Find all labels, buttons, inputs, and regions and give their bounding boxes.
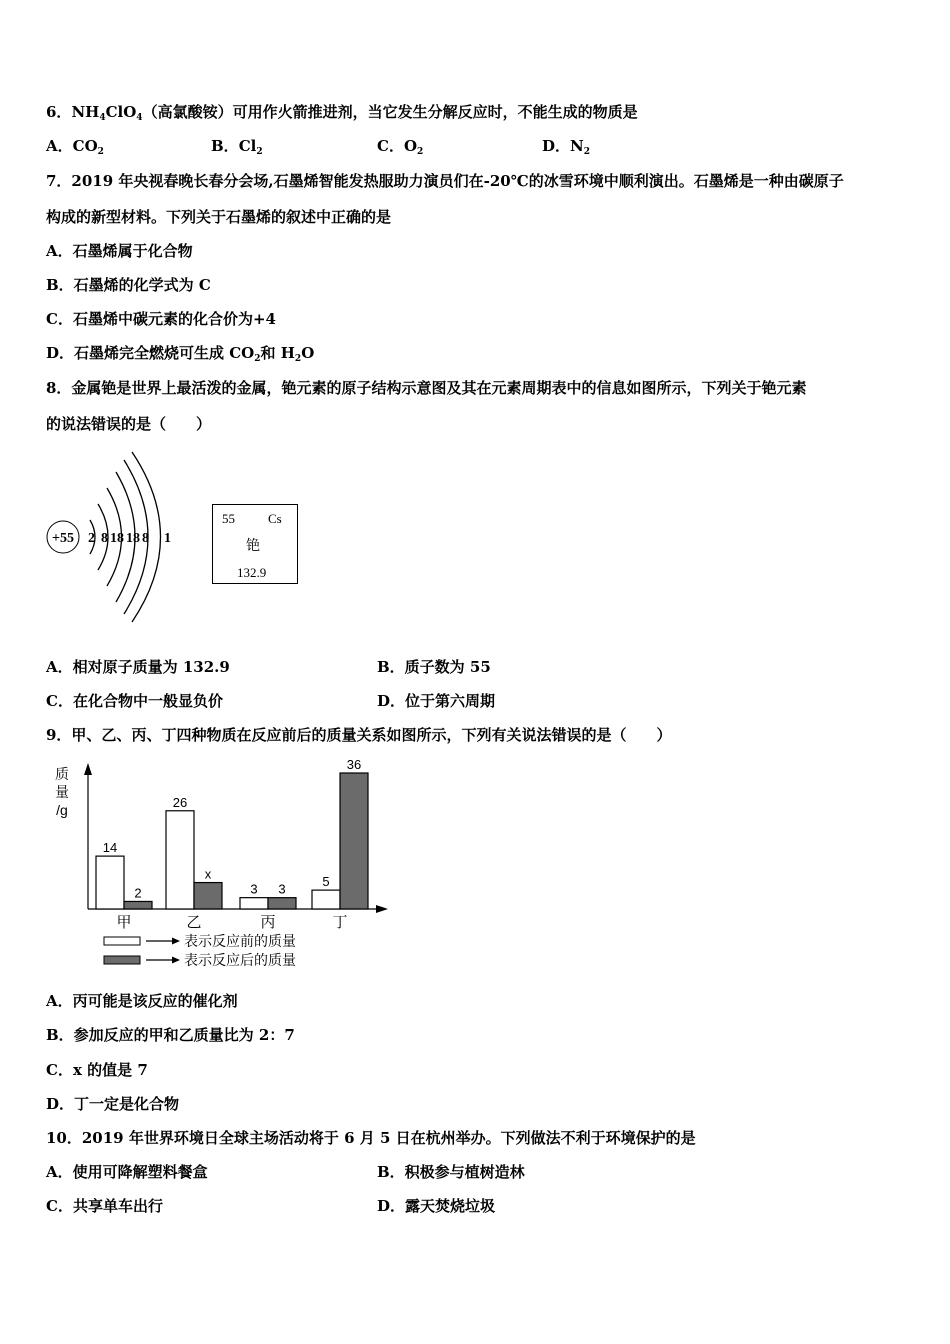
category-label: 丁 xyxy=(332,914,348,931)
legend-swatch-before xyxy=(104,937,140,945)
q7-stem-line2: 构成的新型材料。下列关于石墨烯的叙述中正确的是 xyxy=(46,208,392,226)
q9-option-c: C．x 的值是 7 xyxy=(46,1061,148,1079)
category-label: 乙 xyxy=(186,914,202,931)
q7-stem-line1: 7．2019 年央视春晚长春分会场,石墨烯智能发热服助力演员们在-20℃的冰雪环境中顺利演出。石墨烯是一种由碳原子 xyxy=(46,172,844,190)
cesium-atom-structure-diagram xyxy=(44,450,184,630)
bar-value-label: 36 xyxy=(346,757,362,772)
legend-label-before: 表示反应前的质量 xyxy=(184,933,296,949)
q6-option-d: D．$N_2$ xyxy=(542,137,590,157)
arrow-icon xyxy=(172,938,180,945)
bar-after xyxy=(124,901,152,909)
bar-before xyxy=(96,856,124,909)
y-axis-label: /g xyxy=(56,802,68,818)
shell-count: 8 xyxy=(142,531,149,546)
q6-stem: 6．$NH_4ClO_4$（高氯酸铵）可用作火箭推进剂，当它发生分解反应时，不能生成的物质是 xyxy=(46,103,638,123)
q9-option-d: D．丁一定是化合物 xyxy=(46,1095,180,1113)
q10-option-d: D．露天焚烧垃圾 xyxy=(377,1197,496,1215)
q7-option-c: C．石墨烯中碳元素的化合价为+4 xyxy=(46,310,276,328)
q9-option-b: B．参加反应的甲和乙质量比为 2：7 xyxy=(46,1026,295,1044)
q7-option-a: A．石墨烯属于化合物 xyxy=(46,242,193,260)
q6-option-b: B．$Cl_2$ xyxy=(211,137,263,157)
q9-stem: 9．甲、乙、丙、丁四种物质在反应前后的质量关系如图所示，下列有关说法错误的是（ ） xyxy=(46,726,672,744)
bar-before xyxy=(166,811,194,909)
q7-option-b: B．石墨烯的化学式为 C xyxy=(46,276,211,294)
x-axis-arrow-icon xyxy=(376,905,388,913)
q8-stem-line2: 的说法错误的是（ ） xyxy=(46,415,212,433)
q8-option-c: C．在化合物中一般显负价 xyxy=(46,692,223,710)
nucleus-charge: +55 xyxy=(52,531,74,546)
q6-option-c: C．$O_2$ xyxy=(377,137,424,157)
q8-option-b: B．质子数为 55 xyxy=(377,658,491,676)
electron-counts xyxy=(88,531,171,546)
bar-after xyxy=(340,773,368,909)
bar-value-label: x xyxy=(204,866,212,882)
q10-option-b: B．积极参与植树造林 xyxy=(377,1163,525,1181)
legend-swatch-after xyxy=(104,956,140,964)
q9-option-a: A．丙可能是该反应的催化剂 xyxy=(46,992,238,1010)
periodic-table-cell xyxy=(212,504,298,584)
arrow-icon xyxy=(172,957,180,964)
y-axis-label: 质 xyxy=(55,766,69,782)
q10-option-a: A．使用可降解塑料餐盒 xyxy=(46,1163,208,1181)
shell-count: 2 xyxy=(88,531,95,546)
category-label: 甲 xyxy=(116,914,132,931)
atomic-number: 55 xyxy=(222,511,235,526)
legend-label-after: 表示反应后的质量 xyxy=(184,952,296,968)
shell-count: 18 xyxy=(126,531,140,546)
bar-before xyxy=(312,890,340,909)
bar-value-label: 26 xyxy=(172,794,188,810)
bar-value-label: 2 xyxy=(134,885,142,901)
q7-option-d: D．石墨烯完全燃烧可生成 $CO_2$和 $H_2O$ xyxy=(46,344,315,364)
q8-option-d: D．位于第六周期 xyxy=(377,692,496,710)
mass-bar-chart xyxy=(46,757,394,973)
y-axis-arrow-icon xyxy=(84,763,92,775)
atomic-mass: 132.9 xyxy=(237,565,267,580)
chart-legend xyxy=(104,933,296,968)
bar-value-label: 3 xyxy=(250,881,258,897)
y-axis-label: 量 xyxy=(55,784,69,800)
q6-option-a: A．$CO_2$ xyxy=(46,137,104,157)
shell-count: 1 xyxy=(164,531,171,546)
bar-before xyxy=(240,898,268,909)
bar-value-label: 3 xyxy=(278,881,286,897)
q8-option-a: A．相对原子质量为 132.9 xyxy=(46,658,230,676)
q10-option-c: C．共享单车出行 xyxy=(46,1197,163,1215)
shell-count: 8 xyxy=(101,531,108,546)
bar-value-label: 14 xyxy=(102,840,118,856)
element-name: 铯 xyxy=(246,539,260,554)
category-label: 丙 xyxy=(260,914,276,931)
bar-after xyxy=(194,883,222,909)
element-symbol: Cs xyxy=(268,511,282,526)
bar-value-label: 5 xyxy=(322,874,330,890)
shell-count: 18 xyxy=(110,531,124,546)
bar-after xyxy=(268,898,296,909)
q8-stem-line1: 8．金属铯是世界上最活泼的金属，铯元素的原子结构示意图及其在元素周期表中的信息如图所示，下列关于铯元素 xyxy=(46,379,807,397)
q10-stem: 10．2019 年世界环境日全球主场活动将于 6 月 5 日在杭州举办。下列做法不利于环境保护的是 xyxy=(46,1129,696,1147)
